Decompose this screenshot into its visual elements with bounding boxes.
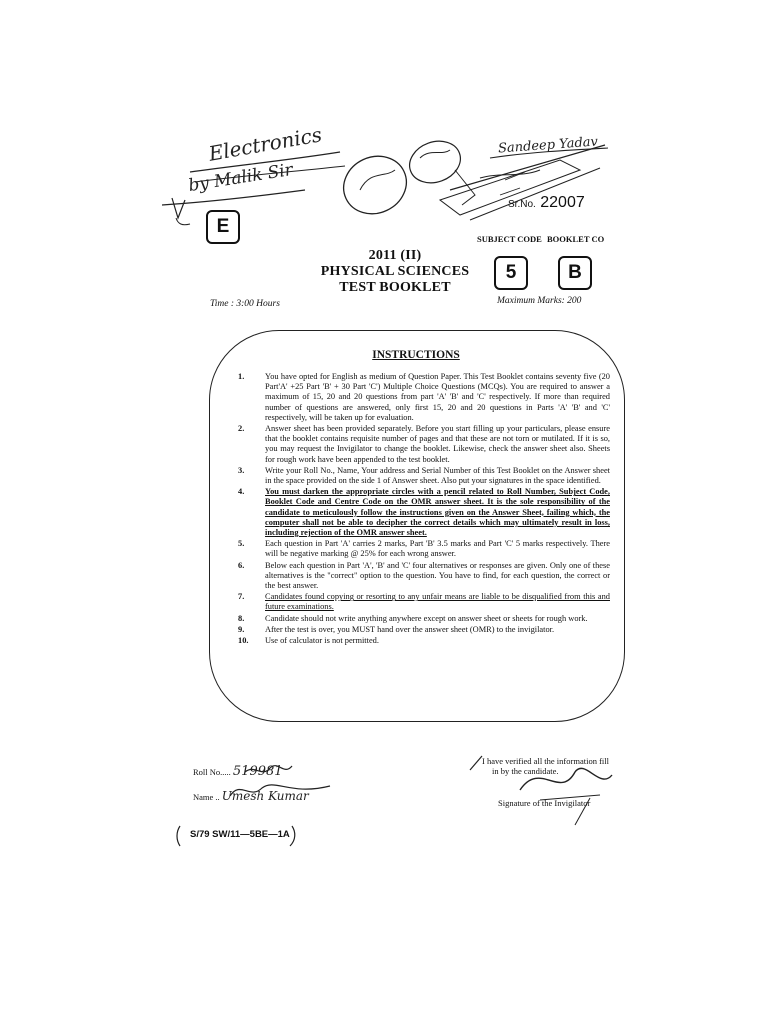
- serial-number-block: [508, 194, 585, 212]
- instruction-item: [238, 372, 610, 423]
- instruction-number: 1.: [238, 372, 245, 381]
- booklet-code-value: B: [568, 262, 582, 283]
- series-letter-box: [206, 210, 240, 244]
- instruction-text: Each question in Part 'A' carries 2 marks, Part 'B' 3.5 marks and Part 'C' 5 marks respectively. There will be negative marking @ 25% for each wrong answer.: [265, 539, 610, 559]
- instruction-number: 9.: [238, 624, 245, 634]
- verification-statement: [482, 756, 612, 776]
- name-value: Umesh Kumar: [221, 789, 309, 803]
- roll-label: Roll No.: [193, 767, 223, 777]
- instruction-item: [238, 561, 610, 592]
- instruction-item: [238, 424, 610, 465]
- instruction-item: [238, 539, 610, 559]
- instruction-item: [238, 636, 610, 646]
- booklet-code-label: BOOKLET CO: [547, 234, 605, 244]
- instruction-number: 6.: [238, 560, 245, 570]
- instruction-text: Candidate should not write anything anywhere except on answer sheet or sheets for rough work.: [265, 613, 588, 623]
- subject-code-label: SUBJECT CODE: [477, 234, 542, 244]
- instruction-item: [238, 487, 610, 538]
- handwritten-author-note: by Malik Sir: [187, 159, 295, 197]
- title-booklet: TEST BOOKLET: [339, 280, 451, 295]
- handwritten-corner-name: Sandeep Yadav: [497, 134, 599, 157]
- verify-line-2: in by the candidate.: [492, 766, 559, 776]
- series-letter: E: [216, 216, 230, 237]
- instruction-text: You have opted for English as medium of Question Paper. This Test Booklet contains seventy five (20 Part'A' +25 Part 'B' + 30 Part 'C') Multiple Choice Questions (MCQs). You are required to answer a maximum of 15, 20 and 20 questions from part 'A' 'B' and 'C' respectively. If more than required number of questions are answered, only first 15, 20 and 20 questions in Parts 'A' 'B' and 'C' respectively, will be taken up for evaluation.: [265, 372, 610, 422]
- instruction-item: [238, 592, 610, 612]
- subject-code-box: [494, 256, 528, 290]
- roll-number-field: Roll No..... 519981: [193, 764, 283, 779]
- handwritten-subject-note: Electronics: [206, 122, 324, 166]
- name-label: Name: [193, 792, 214, 802]
- booklet-code-box: [558, 256, 592, 290]
- booklet-reference: S/79 SW/11—5BE—1A: [190, 829, 290, 840]
- serial-label: Sr.No.: [508, 199, 536, 210]
- instruction-number: 10.: [238, 636, 249, 646]
- instruction-number: 8.: [238, 613, 245, 623]
- instruction-text: Candidates found copying or resorting to any unfair means are liable to be disqualified from this and future examinations.: [265, 592, 610, 612]
- instruction-text: You must darken the appropriate circles with a pencil related to Roll Number, Subject Code, Booklet Code and Centre Code on the OMR answer sheet. It is the sole responsibility of the candidate to meticulously follow the instructions given on the Answer Sheet, failing which, the computer shall not be able to decipher the correct details which may ultimately result in loss, including rejection of the OMR answer sheet.: [265, 487, 610, 538]
- instruction-text: Write your Roll No., Name, Your address and Serial Number of this Test Booklet on the Answer sheet in the space provided on the side 1 of Answer sheet. Also put your signatures in the space identified.: [265, 465, 610, 486]
- booklet-title: [320, 248, 470, 296]
- verify-line-1: I have verified all the information fill: [482, 756, 609, 766]
- serial-number: 22007: [540, 194, 585, 211]
- instruction-item: [238, 614, 610, 624]
- instruction-item: [238, 466, 610, 486]
- instruction-number: 4.: [238, 487, 245, 497]
- instructions-heading: INSTRUCTIONS: [372, 349, 460, 361]
- invigilator-signature-label: Signature of the Invigilator: [498, 798, 591, 808]
- instruction-number: 5.: [238, 539, 245, 549]
- instruction-text: Answer sheet has been provided separately. Before you start filling up your particulars, please ensure that the booklet contains requisite number of pages and that these are not torn or mutilated. If it is so, you may request the Invigilator to change the booklet. Likewise, check the answer sheet also. Sheets for rough work have been appended to the test booklet.: [265, 424, 610, 464]
- instruction-number: 7.: [238, 592, 245, 602]
- instruction-item: [238, 625, 610, 635]
- roll-value: 519981: [232, 764, 283, 779]
- exam-time: Time : 3:00 Hours: [210, 299, 280, 309]
- subject-code-value: 5: [505, 262, 517, 283]
- instruction-number: 3.: [238, 465, 245, 475]
- instruction-text: Below each question in Part 'A', 'B' and 'C' four alternatives or responses are given. Only one of these alternatives is the "correct" option to the question. You have to find, for each question, the correct or the best answer.: [265, 560, 610, 591]
- instruction-number: 2.: [238, 424, 245, 434]
- name-field: Name .. Umesh Kumar: [193, 789, 309, 803]
- max-marks: Maximum Marks: 200: [497, 296, 582, 306]
- instruction-text: After the test is over, you MUST hand over the answer sheet (OMR) to the invigilator.: [265, 624, 555, 634]
- instruction-text: Use of calculator is not permitted.: [265, 636, 379, 646]
- title-year: 2011 (II): [368, 248, 422, 263]
- instructions-list: [238, 372, 610, 647]
- title-subject: PHYSICAL SCIENCES: [320, 264, 470, 279]
